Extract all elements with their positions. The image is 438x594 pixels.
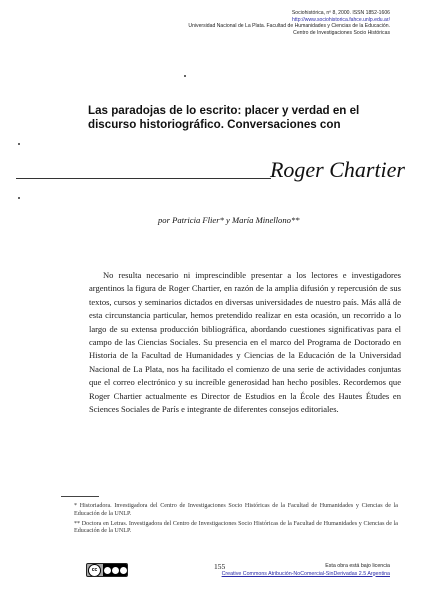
noderivatives-icon	[120, 567, 127, 574]
page-number: 155	[214, 562, 226, 571]
title-rule	[16, 178, 271, 179]
article-title: Las paradojas de lo escrito: placer y verdad en el discurso historiográfico. Conversaciones con	[88, 104, 360, 131]
noncommercial-icon	[112, 567, 119, 574]
header-institution: Universidad Nacional de La Plata. Facultad de Humanidades y Ciencias de la Educación.	[188, 23, 390, 30]
stray-mark	[184, 75, 186, 77]
header-citation: Sociohistórica, nº 8, 2000. ISSN 1852-1606	[291, 10, 390, 16]
stray-mark	[18, 143, 20, 145]
header-url-link[interactable]: http://www.sociohistorica.fahce.unlp.edu.ar/	[292, 16, 390, 23]
license-note-text: Esta obra está bajo licencia	[325, 563, 390, 569]
footnote-divider	[61, 496, 99, 497]
stray-mark	[18, 197, 20, 199]
creative-commons-badge[interactable]	[86, 563, 128, 577]
journal-header	[90, 10, 390, 37]
interviewee-name: Roger Chartier	[269, 157, 405, 182]
author-byline: por Patricia Flier* y María Minellono**	[158, 215, 300, 225]
article-body-paragraph: No resulta necesario ni imprescindible presentar a los lectores e investigadores argentinos la figura de Roger Chartier, en razón de la amplia difusión y repercusión de sus textos, cursos y seminarios dictados en diversas universidades de nuestro país. Más allá de esta circunstancia particular, hemos pretendido realizar en esta ocasión, un recorrido a lo largo de su extensa producción bibliográfica, abordando cuestiones significativas para el campo de las Ciencias Sociales. Su presencia en el marco del Programa de Doctorado en Historia de la Facultad de Humanidades y Ciencias de la Educación de la Universidad Nacional de La Plata, nos ha facilitado el comienzo de una serie de actividades conjuntas que el correo electrónico y su increíble generosidad han hecho posibles. Recordemos que Roger Chartier actualmente es Director de Estudios en la École des Hautes Études en Sciences Sociales de París e integrante de diferentes consejos editoriales.	[89, 270, 401, 415]
attribution-icon	[104, 567, 111, 574]
cc-logo-icon: cc	[88, 564, 101, 577]
license-link[interactable]: Creative Commons Atribución-NoComercial-SinDerivadas 2.5 Argentina	[221, 570, 390, 577]
footnotes	[74, 503, 398, 538]
license-note	[222, 563, 390, 578]
footnote-2: ** Doctora en Letras. Investigadora del Centro de Investigaciones Socio Históricas de la Facultad de Humanidades y Ciencias de la Educación de la UNLP.	[74, 520, 398, 535]
header-center: Centro de Investigaciones Socio Históricas	[293, 30, 390, 37]
footnote-1: * Historiadora. Investigadora del Centro de Investigaciones Socio Históricas de la Facultad de Humanidades y Ciencias de la Educación de la UNLP.	[74, 503, 398, 517]
license-icons	[103, 564, 127, 576]
